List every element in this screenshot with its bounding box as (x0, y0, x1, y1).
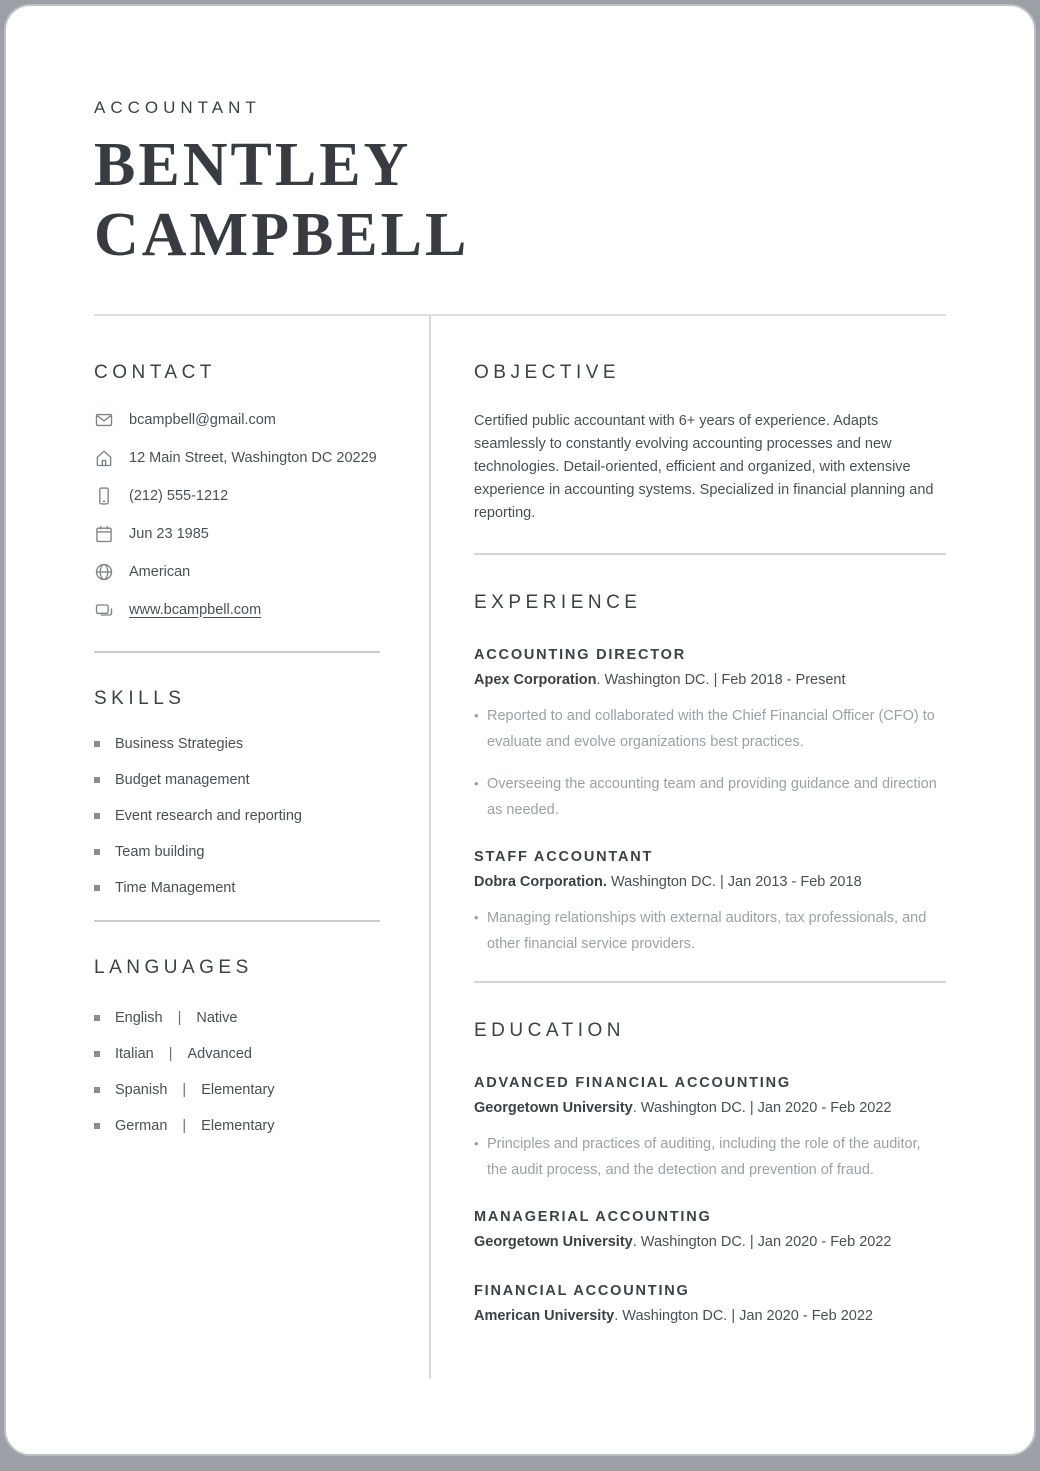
education-meta-rest: . Washington DC. | Jan 2020 - Feb 2022 (632, 1100, 892, 1116)
language-name: Spanish (115, 1082, 168, 1098)
education-meta (474, 1100, 946, 1116)
contact-item-phone (94, 485, 380, 506)
square-bullet-icon (94, 885, 100, 891)
skill-label: Business Strategies (115, 736, 244, 752)
language-name: Italian (115, 1046, 154, 1062)
objective-section-divider (474, 553, 946, 555)
job-meta-rest: . Washington DC. | Feb 2018 - Present (596, 672, 846, 688)
job-title: ACCOUNTING DIRECTOR (474, 647, 686, 663)
language-level: Native (196, 1010, 238, 1026)
education-title: FINANCIAL ACCOUNTING (474, 1283, 690, 1299)
resume-header (94, 98, 946, 270)
language-separator: | (168, 1046, 173, 1062)
contact-item-text: 12 Main Street, Washington DC 20229 (129, 449, 377, 466)
education-entry (474, 1209, 946, 1250)
resume-page (4, 4, 1036, 1456)
contact-item-website[interactable] (94, 599, 380, 620)
job-bullet: • Reported to and collaborated with the Chief Financial Officer (CFO) to evaluate and evolve organizations best practices. (474, 703, 939, 755)
job-meta (474, 874, 946, 890)
contact-section-divider (94, 651, 380, 653)
square-bullet-icon (94, 1123, 100, 1129)
language-level: Advanced (187, 1046, 252, 1062)
contact-item-text: (212) 555-1212 (129, 487, 229, 504)
square-bullet-icon (94, 813, 100, 819)
objective-heading: OBJECTIVE (474, 362, 621, 383)
education-bullets (474, 1131, 946, 1183)
skill-item (94, 736, 380, 752)
language-name: English (115, 1010, 163, 1026)
language-item (94, 1082, 380, 1098)
languages-list (94, 1010, 380, 1134)
experience-heading: EXPERIENCE (474, 592, 642, 613)
person-name (94, 130, 946, 270)
job-company: Dobra Corporation. (474, 874, 607, 890)
contact-item-nationality (94, 561, 380, 582)
language-separator: | (182, 1082, 187, 1098)
square-bullet-icon (94, 1087, 100, 1093)
role-title: ACCOUNTANT (94, 98, 261, 117)
education-title: MANAGERIAL ACCOUNTING (474, 1209, 712, 1225)
skills-section-divider (94, 920, 380, 922)
education-meta (474, 1234, 946, 1250)
calendar-icon (94, 524, 114, 544)
website-link[interactable]: www.bcampbell.com (129, 601, 262, 618)
skills-heading: SKILLS (94, 688, 186, 709)
home-icon (94, 448, 114, 468)
square-bullet-icon (94, 1015, 100, 1021)
job-bullets (474, 905, 946, 957)
square-bullet-icon (94, 1051, 100, 1057)
experience-entry (474, 849, 946, 957)
contact-item-email (94, 409, 380, 430)
right-column (431, 316, 946, 1379)
education-school: American University (474, 1308, 615, 1324)
job-company: Apex Corporation (474, 672, 597, 688)
email-icon (94, 410, 114, 430)
skill-label: Time Management (115, 880, 236, 896)
education-meta-rest: . Washington DC. | Jan 2020 - Feb 2022 (632, 1234, 892, 1250)
language-item (94, 1046, 380, 1062)
job-bullet: • Overseeing the accounting team and providing guidance and direction as needed. (474, 771, 939, 823)
languages-heading: LANGUAGES (94, 957, 253, 978)
language-separator: | (177, 1010, 182, 1026)
education-school: Georgetown University (474, 1100, 633, 1116)
education-school: Georgetown University (474, 1234, 633, 1250)
square-bullet-icon (94, 741, 100, 747)
person-name-line2: CAMPBELL (94, 201, 470, 269)
skill-label: Team building (115, 844, 205, 860)
education-heading: EDUCATION (474, 1020, 625, 1041)
contact-item-birthdate (94, 523, 380, 544)
website-icon (94, 600, 114, 620)
education-meta-rest: . Washington DC. | Jan 2020 - Feb 2022 (614, 1308, 873, 1324)
left-column (94, 316, 429, 1379)
experience-entry (474, 647, 946, 823)
education-title: ADVANCED FINANCIAL ACCOUNTING (474, 1075, 791, 1091)
language-level: Elementary (201, 1118, 275, 1134)
language-separator: | (182, 1118, 187, 1134)
contact-item-address (94, 447, 380, 468)
globe-icon (94, 562, 114, 582)
skill-item (94, 808, 380, 824)
education-bullet: • Principles and practices of auditing, including the role of the auditor, the audit process, and the detection and prevention of fraud. (474, 1131, 939, 1183)
language-item (94, 1118, 380, 1134)
job-bullet: • Managing relationships with external auditors, tax professionals, and other financial service providers. (474, 905, 939, 957)
language-item (94, 1010, 380, 1026)
job-title: STAFF ACCOUNTANT (474, 849, 654, 865)
contact-item-text: American (129, 563, 191, 580)
objective-text: Certified public accountant with 6+ years of experience. Adapts seamlessly to constantly evolving accounting processes and new technologies. Detail-oriented, efficient and organized, with extensive experience in accounting systems. Specialized in financial planning and reporting. (474, 413, 934, 521)
skill-item (94, 844, 380, 860)
skill-label: Budget management (115, 772, 250, 788)
contact-item-text: Jun 23 1985 (129, 525, 209, 542)
experience-section-divider (474, 981, 946, 983)
job-meta (474, 672, 946, 688)
job-bullets (474, 703, 946, 823)
language-name: German (115, 1118, 168, 1134)
skill-label: Event research and reporting (115, 808, 302, 824)
contact-item-text: bcampbell@gmail.com (129, 411, 276, 428)
person-name-line1: BENTLEY (94, 131, 412, 199)
skill-item (94, 772, 380, 788)
phone-icon (94, 486, 114, 506)
education-entry (474, 1075, 946, 1183)
contact-heading: CONTACT (94, 362, 216, 383)
skills-list (94, 736, 380, 896)
job-meta-rest: Washington DC. | Jan 2013 - Feb 2018 (606, 874, 862, 890)
language-level: Elementary (201, 1082, 275, 1098)
skill-item (94, 880, 380, 896)
education-entry (474, 1283, 946, 1324)
square-bullet-icon (94, 777, 100, 783)
square-bullet-icon (94, 849, 100, 855)
education-meta (474, 1308, 946, 1324)
contact-list (94, 409, 380, 620)
